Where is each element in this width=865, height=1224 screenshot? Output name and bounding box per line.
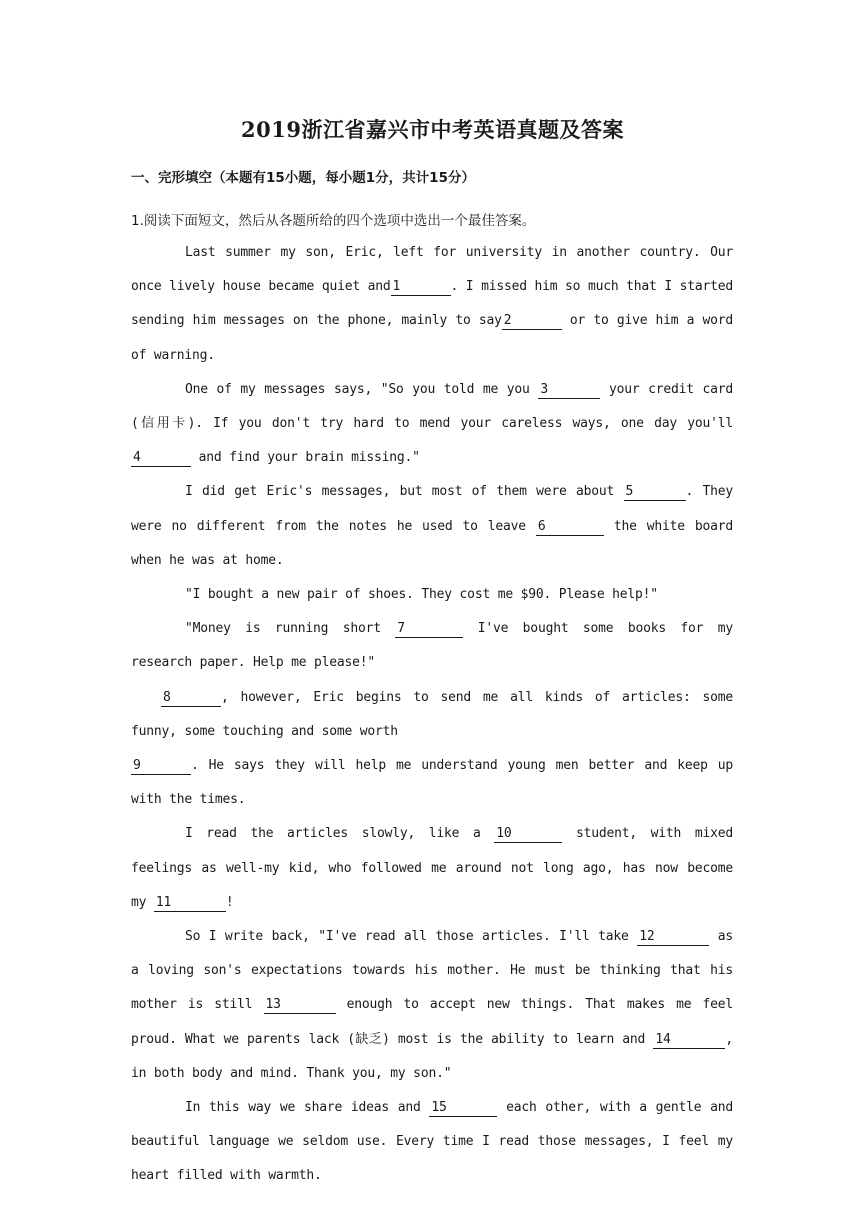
blank-10: 10 <box>494 826 562 843</box>
blank-12: 12 <box>637 929 709 946</box>
blank-7: 7 <box>395 621 463 638</box>
passage-text: your credit card (信用卡). If you don't try hard to mend your careless ways, one day you'll <box>131 381 733 432</box>
passage-text: Last summer my son, Eric, left for university in another country. Our once lively house became quiet and <box>131 245 733 295</box>
passage-text: I read the articles slowly, like a <box>185 826 495 842</box>
passage-text: "I bought a new pair of shoes. They cost me $90. Please help!" <box>185 587 658 603</box>
passage-text: and find your brain missing." <box>191 450 420 466</box>
paragraph-3 <box>131 475 733 578</box>
blank-6: 6 <box>536 519 604 536</box>
passage-text: , in both body and mind. Thank you, my son." <box>131 1031 733 1081</box>
passage-text: I did get Eric's messages, but most of them were about <box>185 484 624 500</box>
passage-text: . He says they will help me understand young men better and keep up with the times. <box>131 758 733 808</box>
passage-text: as a loving son's expectations towards his mother. He must be thinking that his mother is still <box>131 929 733 1013</box>
passage-text: . They were no different from the notes he used to leave <box>131 484 734 534</box>
blank-3: 3 <box>538 382 600 399</box>
passage-text: I've bought some books for my research paper. Help me please!" <box>131 621 733 671</box>
paragraph-9 <box>131 920 733 1091</box>
section-heading: 一、完形填空（本题有15小题，每小题1分，共计15分） <box>131 170 475 186</box>
paragraph-8 <box>131 817 733 920</box>
passage-text: enough to accept new things. That makes me feel proud. What we parents lack (缺乏) most is the ability to learn and <box>131 997 733 1047</box>
blank-11: 11 <box>154 895 226 912</box>
paragraph-6 <box>131 681 733 749</box>
passage-text: , however, Eric begins to send me all kinds of articles: some funny, some touching and some worth <box>131 689 733 739</box>
passage-text: ! <box>225 894 234 910</box>
blank-9: 9 <box>131 758 191 775</box>
paragraph-5 <box>131 612 733 680</box>
paragraph-1 <box>131 236 733 373</box>
blank-13: 13 <box>264 997 336 1014</box>
passage-text: or to give him a word of warning. <box>131 313 733 363</box>
blank-8: 8 <box>161 690 221 707</box>
paragraph-7 <box>131 749 733 817</box>
passage-text: . I missed him so much that I started sending him messages on the phone, mainly to say <box>131 279 733 329</box>
cloze-passage <box>131 236 733 1194</box>
passage-text: "Money is running short <box>185 621 396 637</box>
blank-1: 1 <box>391 279 451 296</box>
blank-4: 4 <box>131 450 191 467</box>
paragraph-2 <box>131 373 733 476</box>
passage-text: each other, with a gentle and beautiful language we seldom use. Every time I read those messages, I feel my heart filled with warmth. <box>131 1100 733 1184</box>
page-title: 2019浙江省嘉兴市中考英语真题及答案 <box>241 117 624 142</box>
passage-text: So I write back, "I've read all those articles. I'll take <box>185 929 638 945</box>
question-instruction: 1.阅读下面短文，然后从各题所给的四个选项中选出一个最佳答案。 <box>131 213 536 229</box>
blank-2: 2 <box>502 313 562 330</box>
paragraph-4 <box>131 578 733 612</box>
passage-text: the white board when he was at home. <box>131 518 734 568</box>
blank-14: 14 <box>653 1032 725 1049</box>
passage-text: student, with mixed feelings as well-my kid, who followed me around not long ago, has now become my <box>131 826 733 910</box>
passage-text: One of my messages says, "So you told me you <box>185 381 539 397</box>
blank-5: 5 <box>624 484 686 501</box>
blank-15: 15 <box>429 1100 497 1117</box>
passage-text: In this way we share ideas and <box>185 1100 430 1116</box>
paragraph-10 <box>131 1091 733 1194</box>
